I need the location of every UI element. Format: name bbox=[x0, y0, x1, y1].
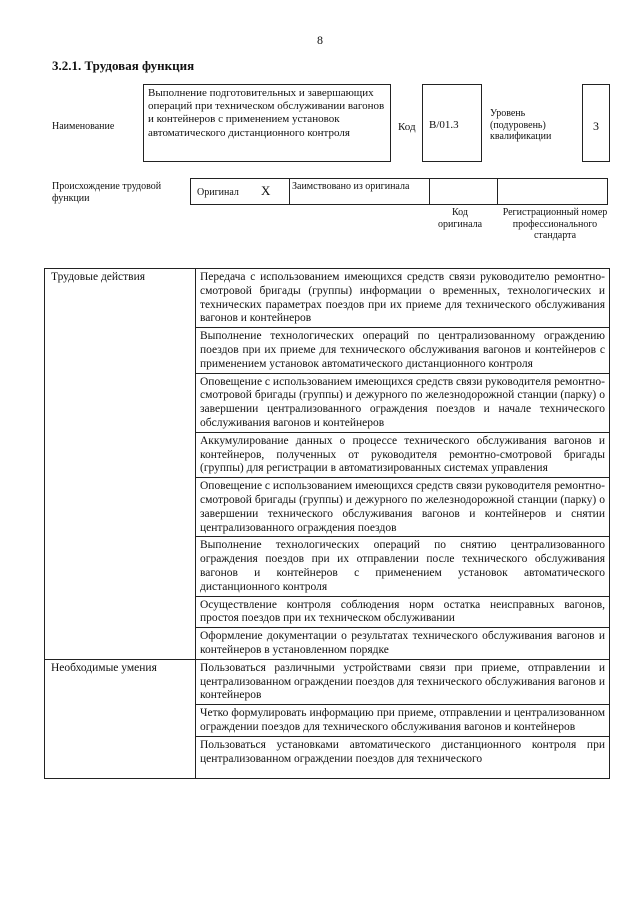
labor-action-item: Выполнение технологических операций по снятию централизованного ограждения поездов при их отправлении после технического обслуживания вагонов и контейнеров с применением установок автоматического дистанционного контроля bbox=[196, 537, 610, 596]
section-title: 3.2.1. Трудовая функция bbox=[52, 58, 195, 73]
origin-original-cell bbox=[190, 178, 290, 205]
skill-item: Пользоваться различными устройствами связи при приеме, отправлении и централизованном ограждении поездов для технического обслуживания вагонов и контейнеров bbox=[196, 659, 610, 704]
qualification-level-label: Уровень (подуровень) квалификации bbox=[490, 108, 552, 142]
labor-action-item: Аккумулирование данных о процессе технического обслуживания вагонов и контейнеров, полученных от руководителя ремонтно-смотровой бригады (группы) для регистрации в автоматизированных системах управления bbox=[196, 432, 610, 477]
required-skills-label: Необходимые умения bbox=[45, 659, 196, 778]
origin-reg-cell bbox=[498, 178, 608, 205]
page-number: 8 bbox=[317, 33, 323, 47]
labor-action-item: Оповещение с использованием имеющихся средств связи руководителя ремонтно-смотровой бригады (группы) и дежурного по железнодорожной станции (парку) о завершении централизованного ограждения поездов и начале технического обслуживания вагонов и контейнеров bbox=[196, 373, 610, 432]
origin-code-cell bbox=[430, 178, 498, 205]
labor-action-item: Осуществление контроля соблюдения норм остатка неисправных вагонов, простоя поездов при их техническом обслуживании bbox=[196, 596, 610, 628]
borrowed-label: Заимствовано из оригинала bbox=[292, 181, 410, 192]
origin-label: Происхождение трудовой функции bbox=[52, 181, 162, 204]
origin-row bbox=[190, 178, 608, 205]
original-label: Оригинал bbox=[197, 187, 239, 198]
skill-item-cell bbox=[196, 736, 610, 778]
labor-action-item: Оформление документации о результатах технического обслуживания вагонов и контейнеров в установленном порядке bbox=[196, 628, 610, 660]
skill-item: Пользоваться установками автоматического дистанционного контроля при централизованном ограждении поездов для технического bbox=[200, 738, 605, 765]
code-label: Код bbox=[398, 121, 416, 133]
registration-number-caption: Регистрационный номер профессионального стандарта bbox=[502, 207, 608, 241]
labor-action-item: Передача с использованием имеющихся средств связи руководителю ремонтно-смотровой бригады (группы) информации о временных, технологических и технических параметрах поездов при их приеме для технического обслуживания вагонов и контейнеров bbox=[196, 269, 610, 328]
labor-actions-label: Трудовые действия bbox=[45, 269, 196, 660]
table-row bbox=[45, 659, 610, 704]
skill-item: Четко формулировать информацию при приеме, отправлении и централизованном ограждении поездов для технического обслуживания вагонов и контейнеров bbox=[196, 705, 610, 737]
function-name: Выполнение подготовительных и завершающих операций при техническом обслуживании вагонов и контейнеров с применением установок автоматического дистанционного контроля bbox=[143, 84, 391, 162]
table-row bbox=[45, 269, 610, 328]
function-table bbox=[44, 268, 610, 779]
original-mark: X bbox=[261, 183, 271, 198]
name-label: Наименование bbox=[52, 121, 115, 132]
qualification-level: 3 bbox=[582, 84, 610, 162]
function-code: B/01.3 bbox=[422, 84, 482, 162]
labor-action-item: Выполнение технологических операций по централизованному ограждению поездов при их приеме для технического обслуживания вагонов и контейнеров с применением установок автоматического дистанционного контроля bbox=[196, 328, 610, 373]
origin-borrowed-cell bbox=[290, 178, 430, 205]
original-code-caption: Код оригинала bbox=[437, 207, 483, 230]
labor-action-item: Оповещение с использованием имеющихся средств связи руководителя ремонтно-смотровой бригады (группы) и дежурного по железнодорожной станции (парку) о завершении технического обслуживания вагонов и контейнеров и снятии централизованного ограждения поездов bbox=[196, 478, 610, 537]
